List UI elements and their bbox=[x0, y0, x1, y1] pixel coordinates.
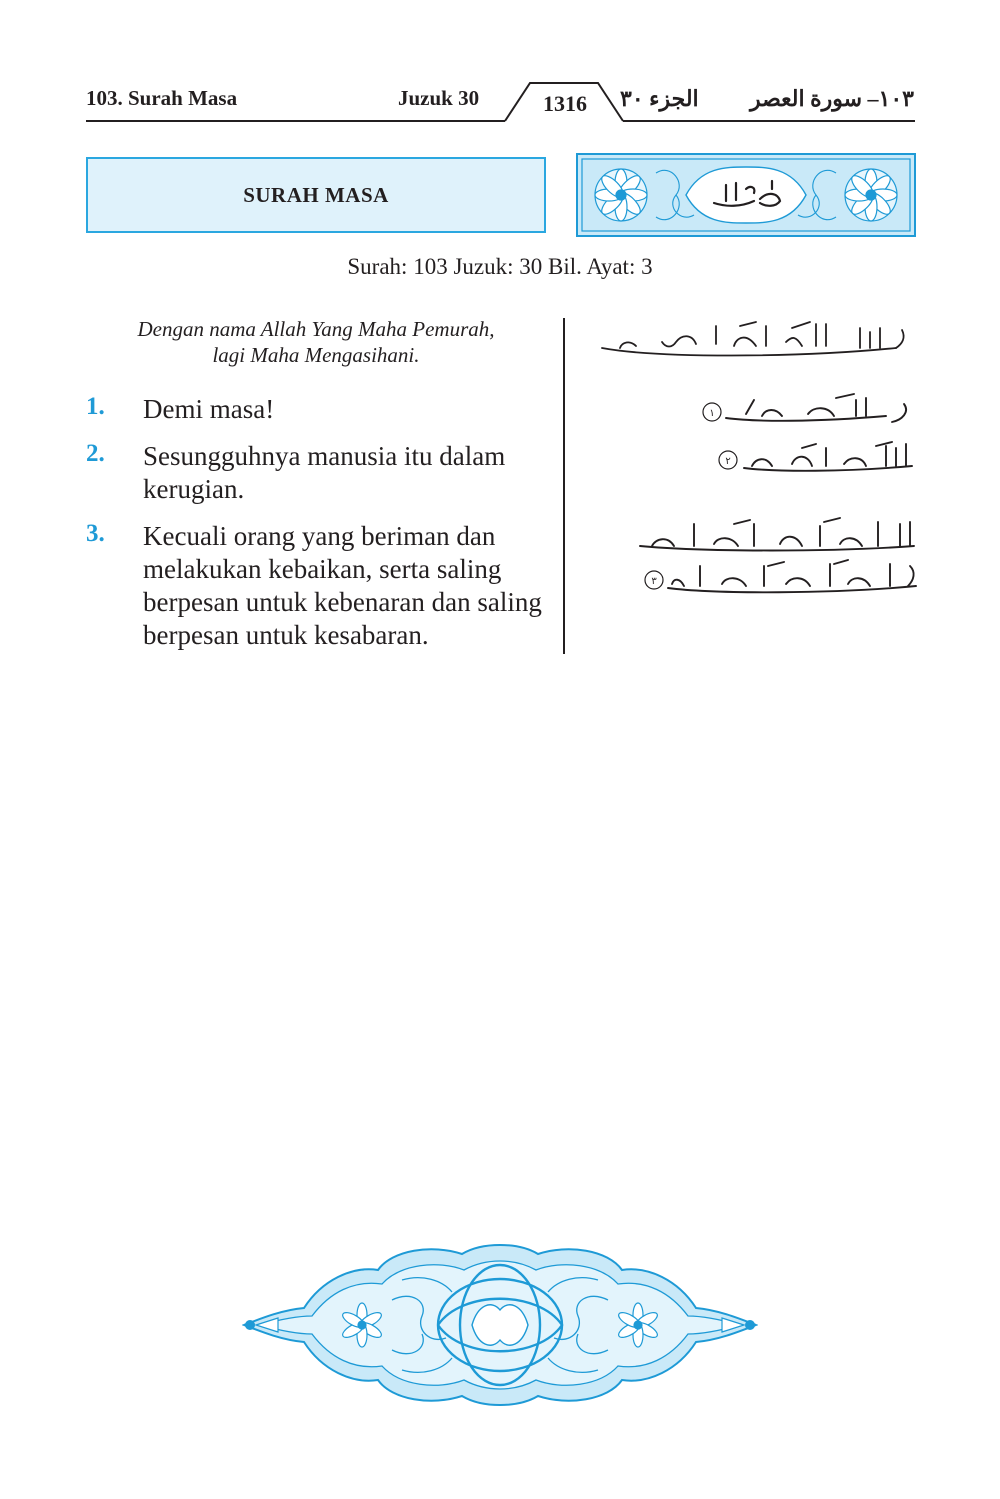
basmalah-translation bbox=[96, 316, 536, 368]
basmalah-translation-line-2: lagi Maha Mengasihani. bbox=[212, 343, 420, 367]
surah-title-box bbox=[86, 157, 546, 233]
arabic-title-cartouche bbox=[576, 153, 916, 237]
arabic-verse-1 bbox=[696, 392, 920, 432]
arabic-verse-3 bbox=[634, 516, 920, 600]
verse-text: Kecuali orang yang beriman dan melakukan kebaikan, serta saling berpesan untuk kebenaran dan saling berpesan untuk kesabaran. bbox=[143, 521, 542, 650]
header-arabic-surah: ١٠٣– سورة العصر bbox=[749, 86, 914, 111]
verse-number: 2. bbox=[86, 440, 105, 467]
svg-text:٣: ٣ bbox=[651, 576, 657, 587]
arabic-verse-2 bbox=[716, 440, 920, 480]
header-arabic-juz: الجزء ٣٠ bbox=[620, 86, 699, 111]
bottom-ornament bbox=[242, 1240, 758, 1410]
surah-info: Surah: 103 Juzuk: 30 Bil. Ayat: 3 bbox=[347, 254, 653, 279]
header-surah-title: 103. Surah Masa bbox=[86, 86, 238, 110]
verse-number: 1. bbox=[86, 393, 105, 420]
header-juz-label: Juzuk 30 bbox=[398, 86, 480, 110]
verse-number: 3. bbox=[86, 520, 105, 547]
basmalah-translation-line-1: Dengan nama Allah Yang Maha Pemurah, bbox=[137, 317, 495, 341]
svg-text:١: ١ bbox=[709, 408, 715, 419]
svg-text:٢: ٢ bbox=[725, 456, 731, 467]
verse-text: Demi masa! bbox=[143, 394, 275, 424]
surah-title: SURAH MASA bbox=[243, 182, 389, 207]
page-number: 1316 bbox=[543, 91, 587, 116]
arabic-basmalah bbox=[596, 318, 920, 366]
verse-text: Sesungguhnya manusia itu dalam kerugian. bbox=[143, 441, 506, 504]
column-divider bbox=[563, 318, 565, 654]
header-rule bbox=[0, 0, 1000, 140]
